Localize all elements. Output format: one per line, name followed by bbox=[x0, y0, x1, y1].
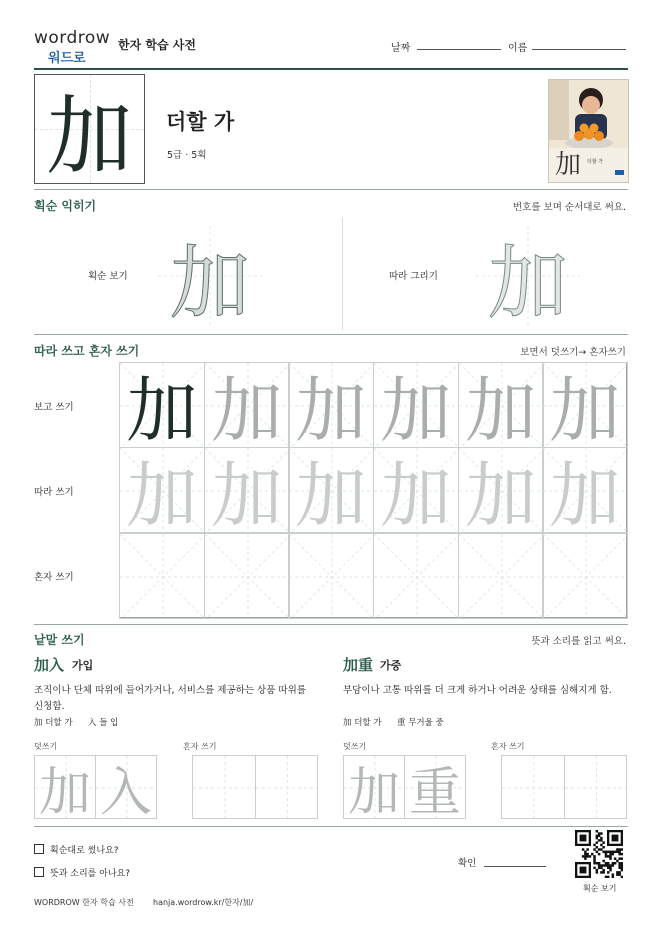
writing-cell[interactable] bbox=[288, 362, 374, 448]
word-definition: 조직이나 단체 따위에 들어가거나, 서비스를 제공하는 상품 따위를 신청함. bbox=[34, 685, 306, 712]
checklist-text: 획순대로 썼나요? bbox=[50, 846, 119, 856]
cell-hanja: 加 bbox=[380, 454, 452, 533]
writing-cell[interactable] bbox=[542, 362, 628, 448]
gloss-text: 무거울 중 bbox=[408, 718, 444, 728]
word-reading: 가중 bbox=[380, 659, 402, 672]
word-boxes bbox=[343, 755, 628, 819]
cell-hanja: 加 bbox=[211, 369, 283, 448]
cell-hanja: 入 bbox=[99, 762, 152, 819]
word-reading: 가입 bbox=[72, 659, 94, 672]
writing-cell[interactable] bbox=[288, 447, 374, 533]
writing-cell[interactable] bbox=[542, 533, 628, 619]
cell-hanja: 加 bbox=[549, 369, 621, 448]
divider bbox=[34, 189, 628, 190]
cell-hanja: 加 bbox=[549, 454, 621, 533]
logo-korean: 워드로 bbox=[48, 51, 86, 66]
card-meaning: 더할 가 bbox=[587, 159, 604, 165]
writing-cell[interactable] bbox=[458, 447, 544, 533]
writing-cell[interactable] bbox=[119, 362, 205, 448]
cell-hanja: 重 bbox=[408, 762, 461, 819]
row-label-self: 혼자 쓰기 bbox=[34, 572, 74, 583]
cell-hanja: 加 bbox=[295, 454, 367, 533]
writing-cell[interactable] bbox=[288, 533, 374, 619]
divider bbox=[34, 624, 628, 625]
grade-strokes: 5급 · 5획 bbox=[167, 150, 207, 161]
gloss-text: 더할 가 bbox=[354, 718, 382, 728]
cell-guide bbox=[565, 756, 626, 818]
word-char-gloss bbox=[343, 716, 444, 728]
stroke-view-figure bbox=[158, 226, 262, 330]
qr-code[interactable] bbox=[575, 830, 623, 878]
writing-cell[interactable] bbox=[373, 362, 459, 448]
word-char-gloss bbox=[34, 716, 118, 728]
footer-brand: WORDROW 한자 학습 사전 bbox=[34, 898, 134, 907]
checklist-text: 뜻과 소리를 아나요? bbox=[50, 869, 131, 879]
writing-cell[interactable] bbox=[458, 533, 544, 619]
stroke-trace-figure[interactable] bbox=[476, 226, 580, 330]
qr-label: 획순 보기 bbox=[583, 884, 617, 893]
writing-cell[interactable] bbox=[34, 755, 96, 819]
cell-hanja: 加 bbox=[126, 454, 198, 533]
cell-guide bbox=[193, 756, 255, 818]
writing-cell[interactable] bbox=[95, 755, 157, 819]
cell-hanja: 加 bbox=[295, 369, 367, 448]
writing-cell[interactable] bbox=[373, 447, 459, 533]
header-divider bbox=[34, 68, 628, 70]
gloss-char: 加 bbox=[34, 718, 43, 728]
name-field[interactable] bbox=[532, 49, 626, 50]
confirm-label: 확인 bbox=[458, 858, 477, 869]
cell-guide bbox=[374, 534, 458, 618]
writing-cell[interactable] bbox=[373, 533, 459, 619]
checklist-item[interactable] bbox=[34, 843, 119, 856]
word-hanja: 加入 bbox=[34, 656, 65, 674]
writing-cell[interactable] bbox=[204, 447, 290, 533]
section-note-writing: 보면서 덧쓰기→ 혼자쓰기 bbox=[520, 347, 626, 358]
writing-cell[interactable] bbox=[192, 755, 256, 819]
writing-grid bbox=[119, 362, 627, 618]
gloss-char: 重 bbox=[396, 718, 406, 728]
cell-guide bbox=[256, 756, 317, 818]
cell-guide bbox=[543, 534, 627, 618]
stroke-trace-label: 따라 그리기 bbox=[389, 271, 438, 282]
writing-cell[interactable] bbox=[343, 755, 405, 819]
qr-code-graphic bbox=[575, 830, 623, 878]
divider bbox=[34, 334, 628, 335]
main-hanja: 加 bbox=[46, 87, 133, 184]
cell-hanja: 加 bbox=[380, 369, 452, 448]
gloss-char: 加 bbox=[343, 718, 352, 728]
date-field[interactable] bbox=[417, 49, 501, 50]
word-hanja: 加重 bbox=[343, 656, 374, 674]
stroke-view-label: 획순 보기 bbox=[88, 271, 128, 282]
word-boxes bbox=[34, 755, 318, 819]
section-note-words: 뜻과 소리를 읽고 써요. bbox=[531, 636, 626, 647]
footer-url[interactable]: hanja.wordrow.kr/한자/加/ bbox=[153, 898, 254, 907]
writing-cell[interactable] bbox=[501, 755, 565, 819]
stroke-trace-hanja: 加 bbox=[488, 236, 568, 330]
main-char-box bbox=[34, 74, 145, 184]
cell-hanja: 加 bbox=[347, 762, 400, 819]
cell-guide bbox=[459, 534, 543, 618]
gloss-text: 더할 가 bbox=[45, 718, 73, 728]
writing-cell[interactable] bbox=[255, 755, 318, 819]
cell-hanja: 加 bbox=[465, 454, 537, 533]
self-label: 혼자 쓰기 bbox=[183, 742, 217, 751]
cell-hanja: 加 bbox=[126, 369, 198, 448]
section-title-writing: 따라 쓰고 혼자 쓰기 bbox=[34, 344, 140, 358]
logo[interactable] bbox=[34, 30, 112, 66]
writing-cell[interactable] bbox=[404, 755, 466, 819]
section-note-stroke: 번호를 보며 순서대로 써요. bbox=[512, 202, 626, 213]
gloss-char: 入 bbox=[87, 718, 97, 728]
name-label: 이름 bbox=[508, 43, 528, 54]
checkbox[interactable] bbox=[34, 844, 44, 854]
trace-label: 덧쓰기 bbox=[343, 742, 367, 751]
row-label-see: 보고 쓰기 bbox=[34, 402, 74, 413]
self-label: 혼자 쓰기 bbox=[491, 742, 525, 751]
stroke-view-hanja: 加 bbox=[170, 236, 250, 330]
writing-cell[interactable] bbox=[204, 533, 290, 619]
section-title-words: 낱말 쓰기 bbox=[34, 633, 85, 647]
meaning-sound: 더할 가 bbox=[166, 110, 235, 134]
gloss-text: 들 입 bbox=[99, 718, 119, 728]
header-title: 한자 학습 사전 bbox=[118, 38, 196, 52]
cell-guide bbox=[502, 756, 564, 818]
card-hanja: 加 bbox=[555, 150, 582, 180]
stroke-divider bbox=[342, 218, 343, 330]
writing-cell[interactable] bbox=[119, 447, 205, 533]
logo-text: wordrow bbox=[34, 28, 111, 48]
cell-guide bbox=[120, 534, 204, 618]
word-definition: 부담이나 고통 따위를 더 크게 하거나 어려운 상태를 심해지게 함. bbox=[343, 685, 612, 696]
trace-label: 덧쓰기 bbox=[34, 742, 58, 751]
cell-hanja: 加 bbox=[211, 454, 283, 533]
checklist-item[interactable] bbox=[34, 866, 130, 879]
illustration-card bbox=[548, 79, 629, 183]
section-title-stroke: 획순 익히기 bbox=[34, 199, 97, 213]
writing-cell[interactable] bbox=[564, 755, 627, 819]
cell-hanja: 加 bbox=[38, 762, 91, 819]
writing-cell[interactable] bbox=[542, 447, 628, 533]
writing-cell[interactable] bbox=[458, 362, 544, 448]
writing-cell[interactable] bbox=[204, 362, 290, 448]
cell-hanja: 加 bbox=[465, 369, 537, 448]
row-label-trace: 따라 쓰기 bbox=[34, 487, 74, 498]
date-label: 날짜 bbox=[391, 43, 411, 54]
writing-cell[interactable] bbox=[119, 533, 205, 619]
cell-guide bbox=[289, 534, 373, 618]
confirm-field[interactable] bbox=[484, 866, 546, 867]
checkbox[interactable] bbox=[34, 867, 44, 877]
divider bbox=[34, 826, 628, 827]
cell-guide bbox=[205, 534, 289, 618]
